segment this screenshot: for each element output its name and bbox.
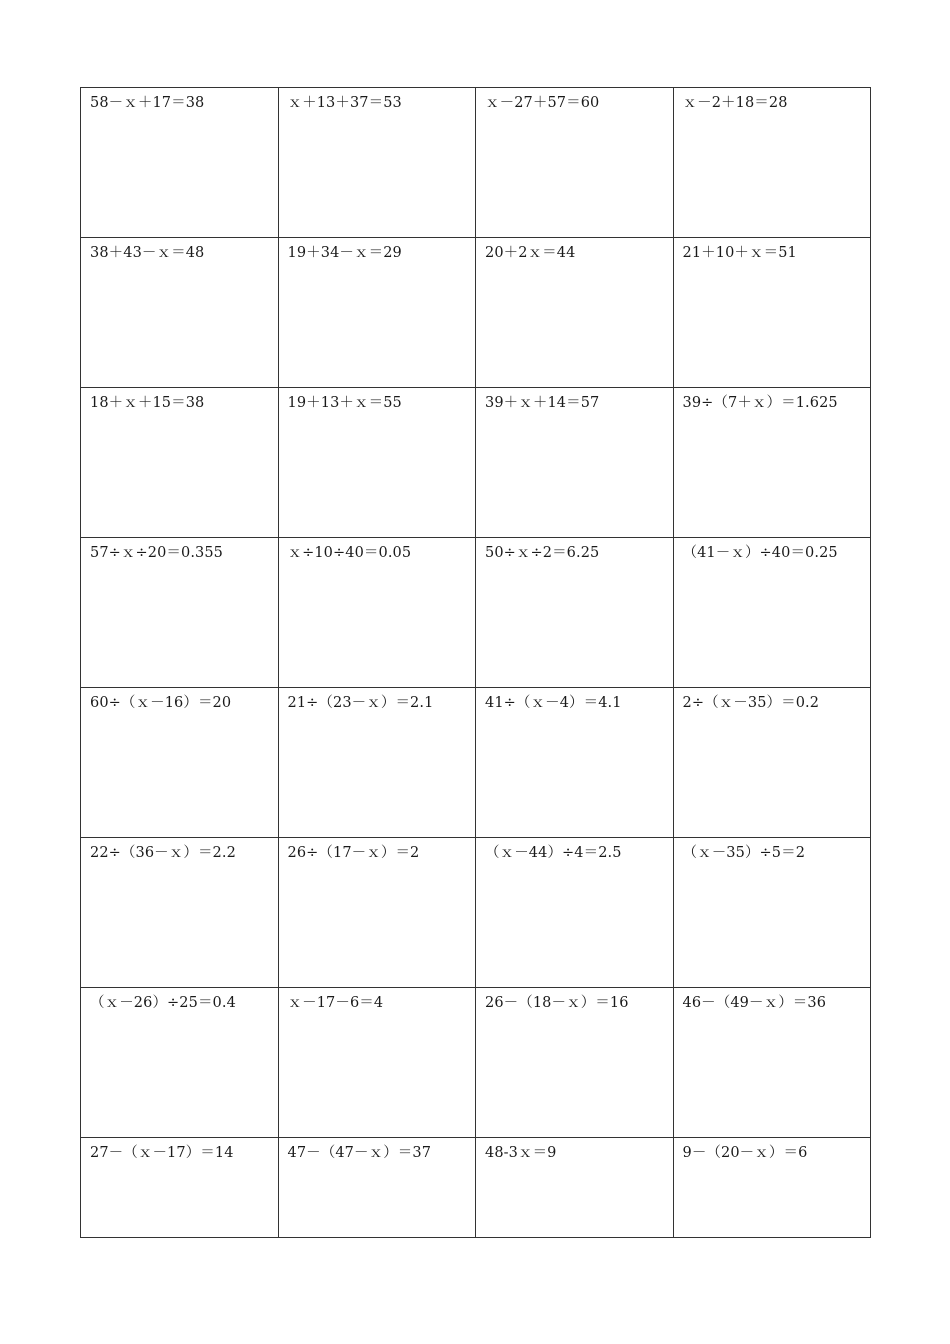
equation-cell: 39＋ｘ＋14＝57	[476, 388, 674, 538]
equation-cell: 27－（ｘ－17）＝14	[81, 1138, 279, 1238]
table-row	[81, 538, 871, 688]
equation-cell: ｘ－17－6＝4	[278, 988, 476, 1138]
equation-cell: ｘ－2＋18＝28	[673, 88, 871, 238]
equation-cell: （ｘ－44）÷4＝2.5	[476, 838, 674, 988]
table-row	[81, 1138, 871, 1238]
table-row	[81, 688, 871, 838]
equation-cell: ｘ－27＋57＝60	[476, 88, 674, 238]
equation-cell: 2÷（ｘ－35）＝0.2	[673, 688, 871, 838]
table-row	[81, 988, 871, 1138]
equation-cell: 22÷（36－ｘ）＝2.2	[81, 838, 279, 988]
equation-cell: 48-3ｘ＝9	[476, 1138, 674, 1238]
equation-cell: ｘ÷10÷40＝0.05	[278, 538, 476, 688]
equation-cell: （ｘ－26）÷25＝0.4	[81, 988, 279, 1138]
equation-cell: 19＋34－ｘ＝29	[278, 238, 476, 388]
equation-cell: 20＋2ｘ＝44	[476, 238, 674, 388]
equation-cell: 9－（20－ｘ）＝6	[673, 1138, 871, 1238]
equation-cell: 21＋10＋ｘ＝51	[673, 238, 871, 388]
table-row	[81, 88, 871, 238]
equation-cell: 26÷（17－ｘ）＝2	[278, 838, 476, 988]
equation-cell: 47－（47－ｘ）＝37	[278, 1138, 476, 1238]
equation-cell: 57÷ｘ÷20＝0.355	[81, 538, 279, 688]
equation-cell: （41－ｘ）÷40＝0.25	[673, 538, 871, 688]
equation-cell: 19＋13＋ｘ＝55	[278, 388, 476, 538]
equation-cell: 38＋43－ｘ＝48	[81, 238, 279, 388]
equation-cell: 60÷（ｘ－16）＝20	[81, 688, 279, 838]
table-row	[81, 388, 871, 538]
equation-cell: 18＋ｘ＋15＝38	[81, 388, 279, 538]
equation-cell: 39÷（7＋ｘ）＝1.625	[673, 388, 871, 538]
equation-cell: （ｘ－35）÷5＝2	[673, 838, 871, 988]
equation-cell: 58－ｘ＋17＝38	[81, 88, 279, 238]
equation-cell: 41÷（ｘ－4）＝4.1	[476, 688, 674, 838]
equation-cell: 46－（49－ｘ）＝36	[673, 988, 871, 1138]
table-row	[81, 238, 871, 388]
equation-table	[80, 87, 871, 1238]
equation-cell: 50÷ｘ÷2＝6.25	[476, 538, 674, 688]
equation-cell: 21÷（23－ｘ）＝2.1	[278, 688, 476, 838]
table-row	[81, 838, 871, 988]
equation-cell: 26－（18－ｘ）＝16	[476, 988, 674, 1138]
equation-cell: ｘ＋13＋37＝53	[278, 88, 476, 238]
